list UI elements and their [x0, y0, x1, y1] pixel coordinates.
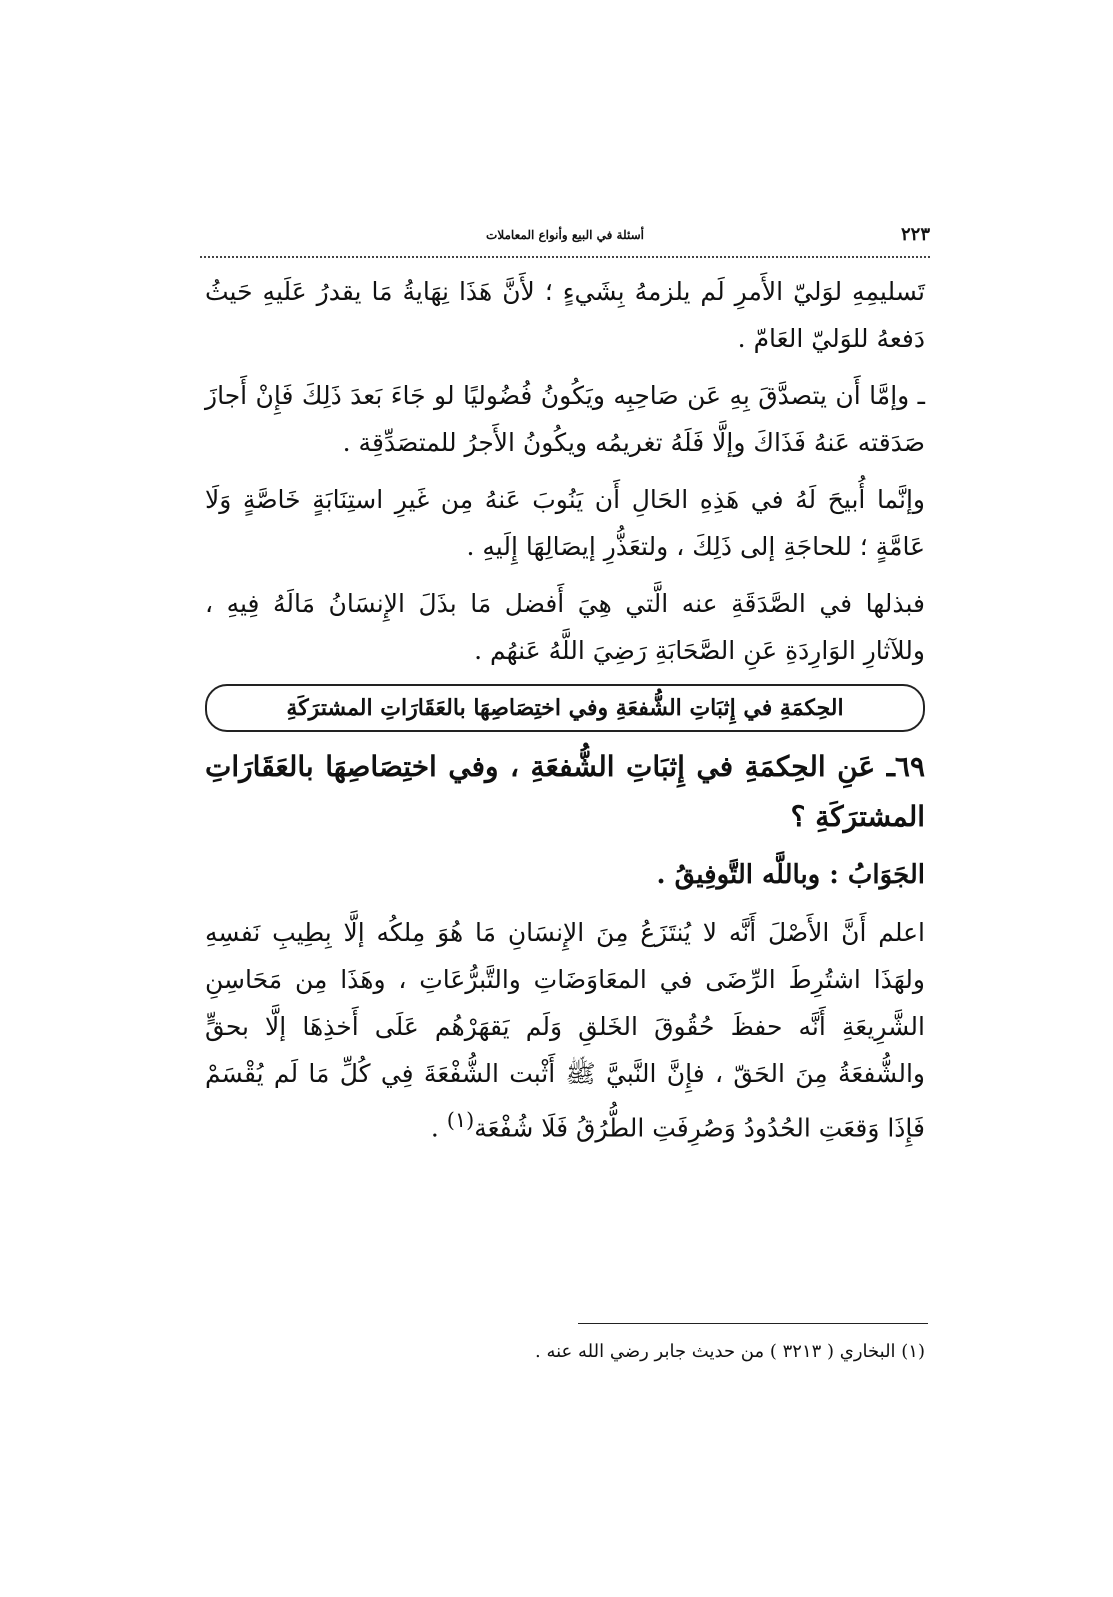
footnote-marker[interactable]: (١): [446, 1108, 475, 1132]
page-body: [205, 268, 925, 1161]
footnote-divider: [578, 1323, 928, 1324]
paragraph-2: ـ وإمَّا أَن يتصدَّقَ بِهِ عَن صَاحِبِه ويَكُونُ فُضُوليًا لو جَاءَ بَعدَ ذَلِكَ فَإِنْ أَجازَ صَدَقته عَنهُ فَذَاكَ وإلَّا فَلَهُ تغريمُه ويكُونُ الأَجرُ للمتصَدِّقِة .: [205, 381, 925, 457]
paragraph-4: فبذلها في الصَّدَقَةِ عنه الَّتي هِيَ أَفضل مَا بذَلَ الإِنسَانُ مَالَهُ فِيهِ ، وللآثارِ الوَارِدَةِ عَنِ الصَّحَابَةِ رَضِيَ اللَّهُ عَنهُم .: [205, 589, 925, 665]
question-69: ٦٩ـ عَنِ الحِكمَةِ في إِثبَاتِ الشُّفعَةِ ، وفي اختِصَاصِهَا بالعَقَارَاتِ المشترَكَةِ ؟: [205, 750, 925, 833]
header-divider: [200, 256, 930, 258]
section-heading: الحِكمَةِ في إِثبَاتِ الشُّفعَةِ وفي اختِصَاصِهَا بالعَقَارَاتِ المشترَكَةِ: [205, 684, 925, 732]
page-header: [200, 222, 930, 250]
answer-text: اعلم أَنَّ الأَصْلَ أَنَّه لا يُنتَزَعُ مِنَ الإِنسَانِ مَا هُوَ مِلكُه إلَّا بِطِيبِ نَفسِهِ ولهَذَا اشتُرِطَ الرِّضَى في المعَاوَضَاتِ والتَّبرُّعَاتِ ، وهَذَا مِن مَحَاسِنِ الشَّرِيعَةِ أَنَّه حفظَ حُقُوقَ الخَلقِ وَلَم يَقهَرْهُم عَلَى أَخذِهَا إلَّا بحقٍّ والشُّفعَةُ مِنَ الحَقّ ، فإِنَّ النَّبيَّ ﷺ أَثْبت الشُّفْعَةَ فِي كُلِّ مَا لَم يُقْسَمْ فَإِذَا وَقعَتِ الحُدُودُ وَصُرِفَتِ الطُّرُقُ فَلَا شُفْعَة: [205, 918, 925, 1143]
running-title: أسئلة في البيع وأنواع المعاملات: [486, 228, 644, 242]
paragraph-1: تَسليمِهِ لوَليّ الأَمرِ لَم يلزمهُ بِشَيءٍ ؛ لأَنَّ هَذَا نِهَايةُ مَا يقدرُ عَلَيهِ حَيثُ دَفعهُ للوَليّ العَامّ .: [205, 277, 925, 353]
page-number: ٢٢٣: [900, 224, 930, 245]
answer-body: [205, 909, 925, 1151]
answer-intro: الجَوَابُ : وباللَّه التَّوفِيقُ .: [656, 860, 925, 890]
paragraph-3: وإنَّما أُبيحَ لَهُ في هَذِهِ الحَالِ أَن يَنُوبَ عَنهُ مِن غَيرِ استِنَابَةٍ خَاصَّةٍ وَلَا عَامَّةٍ ؛ للحاجَةِ إلى ذَلِكَ ، ولتعَذُّرِ إيصَالِهَا إِلَيهِ .: [205, 485, 925, 561]
answer-end: .: [430, 1113, 447, 1143]
footnote: (١) البخاري ( ٣٢١٣ ) من حديث جابر رضي الله عنه .: [535, 1341, 925, 1362]
